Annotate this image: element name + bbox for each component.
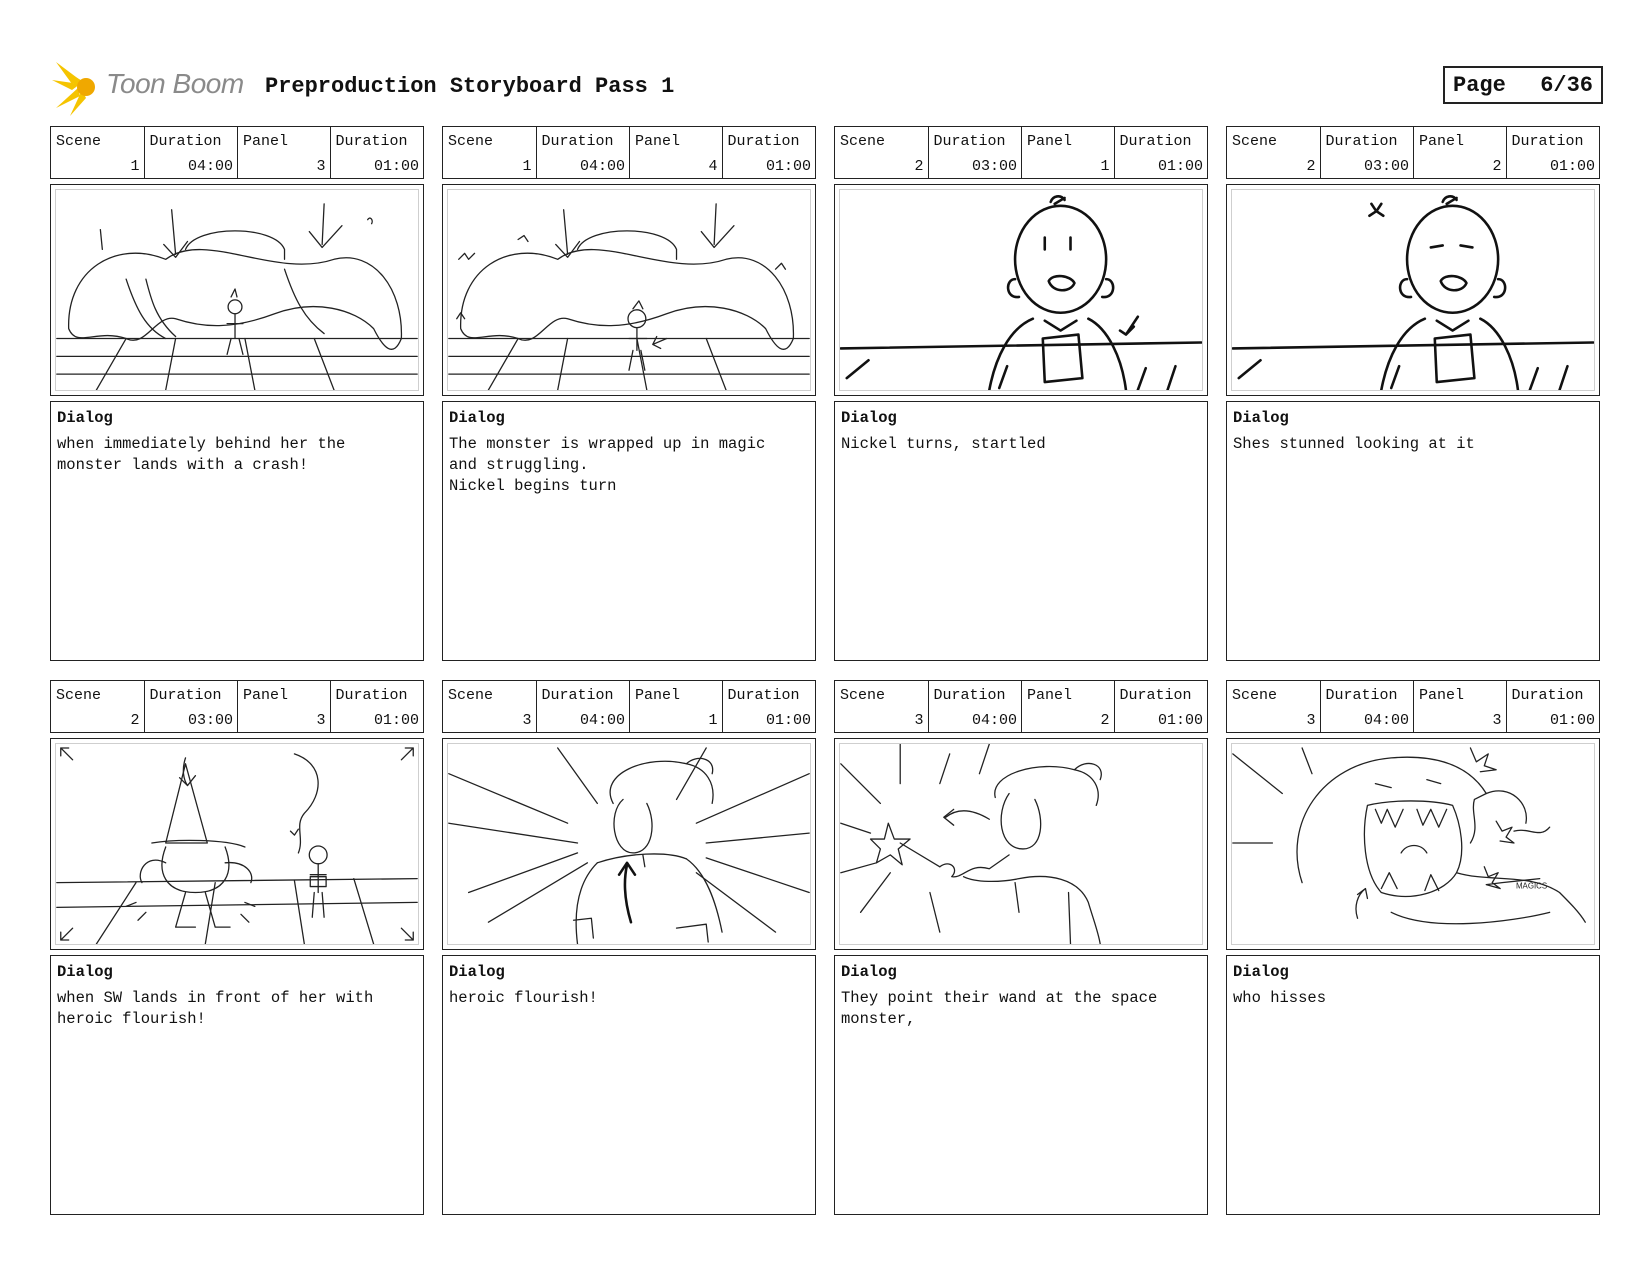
panel-duration: 01:00 [373, 158, 419, 175]
scene-duration: 03:00 [971, 158, 1017, 175]
panel-cell [630, 681, 723, 732]
dialog-box[interactable] [442, 401, 816, 661]
dialog-heading: Dialog [57, 963, 113, 981]
panel-label: Panel [243, 687, 289, 704]
panel-info-bar [834, 680, 1208, 733]
dialog-text: who hisses [1233, 989, 1327, 1007]
sketch-frame[interactable] [834, 738, 1208, 950]
duration-label: Duration [149, 133, 222, 150]
panel-info-bar [50, 680, 424, 733]
scene-cell [443, 127, 537, 178]
sketch-frame[interactable] [50, 184, 424, 396]
panel-label: Panel [635, 133, 681, 150]
sketch-frame[interactable] [50, 738, 424, 950]
scene-duration-cell [929, 127, 1023, 178]
panel-duration-cell [331, 127, 424, 178]
page-header [50, 58, 1600, 118]
panel-number: 3 [316, 158, 326, 175]
panel-label: Panel [1027, 687, 1073, 704]
panel-duration-cell [723, 681, 816, 732]
dialog-box[interactable] [50, 955, 424, 1215]
scene-number: 3 [1306, 712, 1316, 729]
logo-text: Toon Boom [106, 68, 244, 99]
sketch-nickel-turns [840, 190, 1202, 390]
panel-duration-cell [1507, 127, 1600, 178]
scene-duration: 04:00 [187, 158, 233, 175]
duration-label: Duration [1325, 687, 1398, 704]
duration-label: Duration [335, 687, 408, 704]
panel-info-bar [834, 126, 1208, 179]
dialog-box[interactable] [442, 955, 816, 1215]
scene-label: Scene [1232, 133, 1278, 150]
dialog-heading: Dialog [841, 963, 897, 981]
scene-duration-cell [1321, 681, 1415, 732]
page-indicator [1443, 66, 1603, 104]
panel-number: 2 [1100, 712, 1110, 729]
scene-number: 1 [522, 158, 532, 175]
panel-duration: 01:00 [765, 712, 811, 729]
duration-label: Duration [541, 687, 614, 704]
scene-cell [51, 127, 145, 178]
panel-duration: 01:00 [373, 712, 419, 729]
panel-cell [1022, 127, 1115, 178]
scene-cell [443, 681, 537, 732]
dialog-text: heroic flourish! [449, 989, 598, 1007]
panel-label: Panel [1027, 133, 1073, 150]
panel-label: Panel [1419, 687, 1465, 704]
scene-duration-cell [537, 127, 631, 178]
scene-duration: 03:00 [1363, 158, 1409, 175]
dialog-heading: Dialog [57, 409, 113, 427]
document-title: Preproduction Storyboard Pass 1 [265, 74, 675, 99]
scene-label: Scene [840, 687, 886, 704]
dialog-box[interactable] [1226, 955, 1600, 1215]
sketch-monster-hisses [1232, 744, 1594, 944]
duration-label: Duration [1511, 687, 1584, 704]
panel-duration-cell [1507, 681, 1600, 732]
scene-duration-cell [1321, 127, 1415, 178]
panel-info-bar [442, 126, 816, 179]
panel-duration-cell [1115, 681, 1208, 732]
panel-info-bar [442, 680, 816, 733]
duration-label: Duration [1119, 133, 1192, 150]
toon-boom-logo [50, 58, 250, 118]
sketch-monster-struggling [448, 190, 810, 390]
dialog-heading: Dialog [1233, 409, 1289, 427]
scene-duration: 03:00 [187, 712, 233, 729]
panel-number: 3 [1492, 712, 1502, 729]
scene-duration-cell [929, 681, 1023, 732]
panel-label: Panel [1419, 133, 1465, 150]
panel-cell [630, 127, 723, 178]
scene-label: Scene [1232, 687, 1278, 704]
dialog-box[interactable] [1226, 401, 1600, 661]
dialog-heading: Dialog [449, 409, 505, 427]
panel-duration: 01:00 [1549, 712, 1595, 729]
dialog-text: when immediately behind her the monster lands with a crash! [57, 435, 346, 474]
page-label: Page [1453, 72, 1506, 98]
panel-number: 2 [1492, 158, 1502, 175]
scene-duration-cell [145, 681, 239, 732]
duration-label: Duration [1511, 133, 1584, 150]
dialog-heading: Dialog [449, 963, 505, 981]
panel-cell [238, 127, 331, 178]
dialog-text: Nickel turns, startled [841, 435, 1046, 453]
sketch-frame[interactable] [834, 184, 1208, 396]
scene-duration-cell [145, 127, 239, 178]
duration-label: Duration [933, 687, 1006, 704]
scene-cell [835, 681, 929, 732]
panel-duration: 01:00 [765, 158, 811, 175]
panel-cell [1414, 127, 1507, 178]
panel-label: Panel [243, 133, 289, 150]
scene-duration-cell [537, 681, 631, 732]
scene-number: 3 [522, 712, 532, 729]
sketch-frame[interactable] [1226, 738, 1600, 950]
panel-info-bar [1226, 680, 1600, 733]
panel-number: 4 [708, 158, 718, 175]
panel-number: 1 [1100, 158, 1110, 175]
panel-duration-cell [723, 127, 816, 178]
sketch-frame[interactable] [442, 184, 816, 396]
panel-duration: 01:00 [1157, 712, 1203, 729]
panel-cell [238, 681, 331, 732]
panel-duration-cell [331, 681, 424, 732]
panel-duration: 01:00 [1157, 158, 1203, 175]
scene-number: 1 [130, 158, 140, 175]
panel-number: 1 [708, 712, 718, 729]
scene-duration: 04:00 [1363, 712, 1409, 729]
page-number: 6/36 [1540, 72, 1593, 98]
duration-label: Duration [149, 687, 222, 704]
panel-info-bar [50, 126, 424, 179]
scene-cell [835, 127, 929, 178]
duration-label: Duration [1119, 687, 1192, 704]
scene-number: 2 [1306, 158, 1316, 175]
scene-duration: 04:00 [579, 158, 625, 175]
duration-label: Duration [727, 687, 800, 704]
dialog-text: The monster is wrapped up in magic and struggling. Nickel begins turn [449, 435, 766, 495]
dialog-text: when SW lands in front of her with heroic flourish! [57, 989, 374, 1028]
panel-duration: 01:00 [1549, 158, 1595, 175]
sketch-frame[interactable] [1226, 184, 1600, 396]
sketch-frame[interactable] [442, 738, 816, 950]
panel-label: Panel [635, 687, 681, 704]
sketch-sw-lands [56, 744, 418, 944]
scene-label: Scene [448, 687, 494, 704]
panel-info-bar [1226, 126, 1600, 179]
dialog-text: Shes stunned looking at it [1233, 435, 1475, 453]
scene-duration: 04:00 [579, 712, 625, 729]
scene-label: Scene [840, 133, 886, 150]
scene-label: Scene [56, 133, 102, 150]
dialog-heading: Dialog [1233, 963, 1289, 981]
scene-label: Scene [448, 133, 494, 150]
sketch-heroic-flourish [448, 744, 810, 944]
panel-duration-cell [1115, 127, 1208, 178]
scene-label: Scene [56, 687, 102, 704]
dialog-text: They point their wand at the space monster, [841, 989, 1158, 1028]
duration-label: Duration [727, 133, 800, 150]
duration-label: Duration [541, 133, 614, 150]
sketch-nickel-stunned [1232, 190, 1594, 390]
panel-cell [1022, 681, 1115, 732]
scene-duration: 04:00 [971, 712, 1017, 729]
panel-number: 3 [316, 712, 326, 729]
duration-label: Duration [933, 133, 1006, 150]
scene-number: 2 [130, 712, 140, 729]
sketch-wand-point [840, 744, 1202, 944]
scene-number: 3 [914, 712, 924, 729]
duration-label: Duration [1325, 133, 1398, 150]
dialog-heading: Dialog [841, 409, 897, 427]
scene-number: 2 [914, 158, 924, 175]
duration-label: Duration [335, 133, 408, 150]
scene-cell [1227, 681, 1321, 732]
dialog-box[interactable] [834, 401, 1208, 661]
starburst-icon [50, 58, 106, 118]
dialog-box[interactable] [834, 955, 1208, 1215]
scene-cell [1227, 127, 1321, 178]
dialog-box[interactable] [50, 401, 424, 661]
panel-cell [1414, 681, 1507, 732]
scene-cell [51, 681, 145, 732]
magics-note: MAGICS [1515, 881, 1548, 891]
sketch-monster-landing [56, 190, 418, 390]
